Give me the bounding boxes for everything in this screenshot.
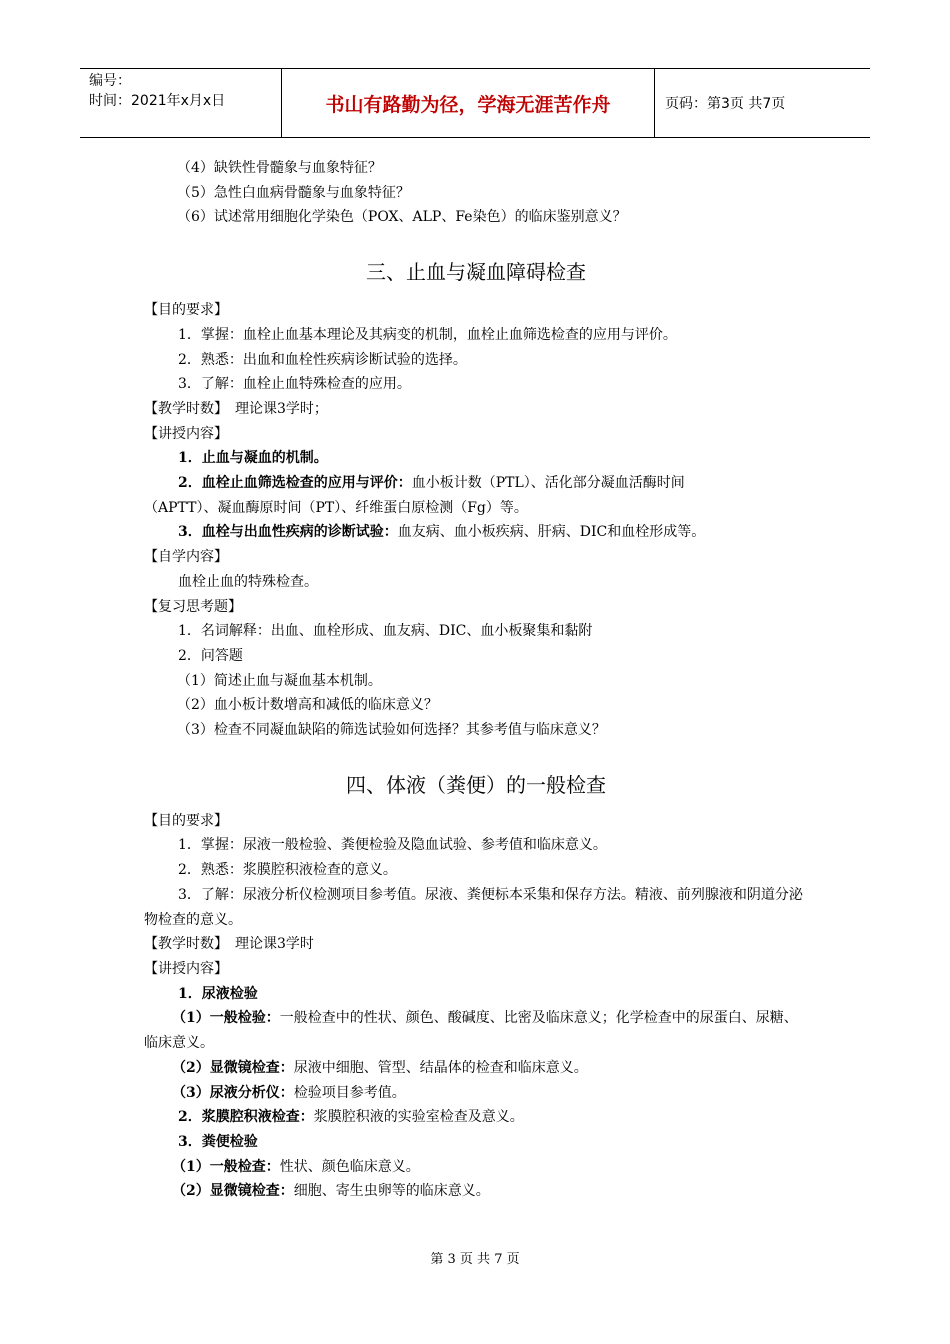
question-item: （5）急性白血病骨髓象与血象特征？ [177,184,410,201]
review-item: 2．问答题 [178,647,243,664]
question-item: （2）血小板计数增高和减低的临床意义？ [177,697,438,714]
lecture-item-cont: （APTT）、凝血酶原时间（PT）、纤维蛋白原检测（Fg）等。 [144,499,528,516]
lecture-subitem: （3）尿液分析仪：检验项目参考值。 [172,1084,406,1101]
question-item: （3）检查不同凝血缺陷的筛选试验如何选择？其参考值与临床意义？ [177,722,606,739]
section-heading: 【目的要求】 [144,302,228,319]
lecture-item: 3．血栓与出血性疾病的诊断试验：血友病、血小板疾病、肝病、DIC和血栓形成等。 [178,524,706,541]
section-heading: 【讲授内容】 [144,425,228,442]
goal-item: 1．掌握：尿液一般检验、粪便检验及隐血试验、参考值和临床意义。 [178,837,607,854]
question-item: （6）试述常用细胞化学染色（POX、ALP、Fe染色）的临床鉴别意义？ [177,209,627,226]
section-title: 三、止血与凝血障碍检查 [366,260,586,285]
lecture-item: 1．止血与凝血的机制。 [178,450,328,467]
section-heading: 【自学内容】 [144,549,228,566]
header-motto: 书山有路勤为径，学海无涯苦作舟 [282,69,655,137]
teaching-hours: 【教学时数】 理论课3学时； [144,400,328,417]
goal-item: 2．熟悉：出血和血栓性疾病诊断试验的选择。 [178,351,467,368]
section-heading: 【目的要求】 [144,812,228,829]
goal-item: 3．了解：血栓止血特殊检查的应用。 [178,376,411,393]
document-body [144,156,808,1204]
goal-item: 1．掌握：血栓止血基本理论及其病变的机制，血栓止血筛选检查的应用与评价。 [178,326,677,343]
header-page-number: 页码：第3页 共7页 [665,96,786,112]
goal-item: 3．了解：尿液分析仪检测项目参考值。尿液、粪便标本采集和保存方法。精液、前列腺液和阴道分泌物检查的意义。 [144,886,803,928]
lecture-item: 2．血栓止血筛选检查的应用与评价：血小板计数（PTL）、活化部分凝血活酶时间 [178,475,685,492]
teaching-hours: 【教学时数】 理论课3学时 [144,936,314,953]
lecture-subitem: （2）显微镜检查：细胞、寄生虫卵等的临床意义。 [172,1183,490,1200]
section-heading: 【讲授内容】 [144,960,228,977]
code-label: 编号： [89,73,131,89]
lecture-item: 1．尿液检验 [178,985,258,1002]
goal-item: 2．熟悉：浆膜腔积液检查的意义。 [178,862,397,879]
self-study-text: 血栓止血的特殊检查。 [178,573,318,590]
review-item: 1．名词解释：出血、血栓形成、血友病、DIC、血小板聚集和黏附 [178,623,593,640]
lecture-subitem: （2）显微镜检查：尿液中细胞、管型、结晶体的检查和临床意义。 [172,1059,588,1076]
lecture-subitem: （1）一般检验：一般检查中的性状、颜色、酸碱度、比密及临床意义；化学检查中的尿蛋白、尿糖、临床意义。 [144,1010,798,1052]
lecture-item: 2．浆膜腔积液检查：浆膜腔积液的实验室检查及意义。 [178,1109,524,1126]
page-footer: 第 3 页 共 7 页 [430,1252,520,1267]
lecture-item: 3．粪便检验 [178,1133,258,1150]
time-label: 时间：2021年x月x日 [89,93,226,109]
question-item: （4）缺铁性骨髓象与血象特征？ [177,160,382,176]
header-info [80,69,282,137]
lecture-subitem: （1）一般检查：性状、颜色临床意义。 [172,1158,420,1175]
section-title: 四、体液（粪便）的一般检查 [346,772,606,797]
page-header [80,68,870,138]
section-heading: 【复习思考题】 [144,598,242,615]
question-item: （1）简述止血与凝血基本机制。 [177,672,382,689]
